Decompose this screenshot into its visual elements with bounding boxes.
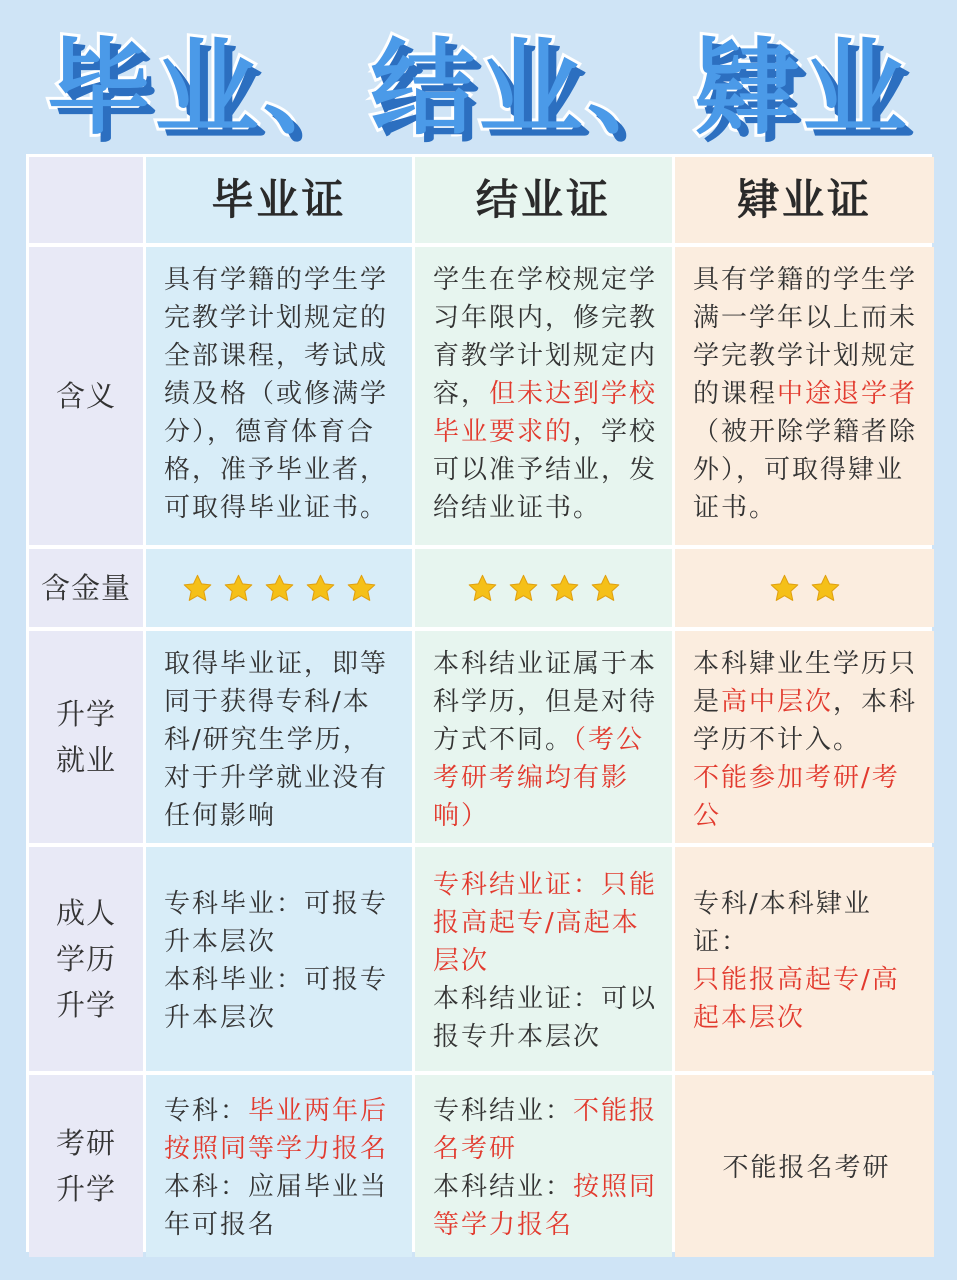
text-segment: 具有学籍的学生学完教学计划规定的全部课程，考试成绩及格（或修满学分），德育体育合格，准予毕业者，可取得毕业证书。 [164,265,389,523]
text-segment: 专科： [164,1096,249,1126]
highlight-text: 不能参加考研/考公 [693,763,900,831]
exam-incompletion [675,1075,934,1257]
header-graduation: 毕业证 [146,157,412,243]
highlight-text: 中途退学者 [777,379,918,409]
star-icon [590,573,621,604]
adult-completion [415,847,672,1071]
text-segment: 具有学籍的学生学满一学年以上而未学完教学计划规定的课程 [693,265,918,409]
text-segment: 本科结业证属于本科学历，但是对待方式不同。 [433,649,658,755]
star-icon [508,573,539,604]
comparison-table [26,154,932,1252]
header-completion: 结业证 [415,157,672,243]
highlight-text: （考公考研考编均有影响） [433,725,645,831]
highlight-text: 只能报高起专/高起本层次 [693,965,900,1033]
text-segment: 不能报名考研 [722,1153,891,1183]
meaning-graduation [146,247,412,545]
stars-incompletion [675,549,934,627]
star-icon [264,573,295,604]
stars-completion [415,549,672,627]
study-completion [415,631,672,843]
star-icon [182,573,213,604]
row-label-study-employment: 升学就业 [29,631,143,843]
highlight-text: 按照同等学力报名 [433,1172,658,1240]
text-segment: 本科毕业：可报专升本层次 [164,965,389,1033]
highlight-text: 但未达到学校毕业要求的 [433,379,658,447]
text-segment: 本科肄业生学历只是 [693,649,918,717]
star-icon [223,573,254,604]
row-label-adult-education: 成人学历升学 [29,847,143,1071]
text-segment: 专科毕业：可报专升本层次 [164,889,389,957]
star-icon [810,573,841,604]
star-icon [549,573,580,604]
star-icon [769,573,800,604]
meaning-incompletion [675,247,934,545]
adult-incompletion [675,847,934,1071]
meaning-completion [415,247,672,545]
text-segment: ，学校可以准予结业，发给结业证书。 [433,417,658,523]
highlight-text: 专科结业证：只能报高起专/高起本层次 [433,870,658,976]
stars-graduation [146,549,412,627]
adult-graduation [146,847,412,1071]
row-label-meaning: 含义 [29,247,143,545]
star-icon [467,573,498,604]
text-segment: 本科结业： [433,1172,574,1202]
row-label-value: 含金量 [29,549,143,627]
star-icon [346,573,377,604]
row-label-graduate-exam: 考研升学 [29,1075,143,1257]
text-segment: （被开除学籍者除外），可取得肄业证书。 [693,417,918,523]
header-incompletion: 肄业证 [675,157,934,243]
highlight-text: 不能报名考研 [433,1096,658,1164]
highlight-text: 毕业两年后按照同等学力报名 [164,1096,389,1164]
star-icon [305,573,336,604]
highlight-text: 高中层次 [721,687,834,717]
exam-completion [415,1075,672,1257]
study-incompletion [675,631,934,843]
text-segment: 取得毕业证，即等同于获得专科/本科/研究生学历，对于升学就业没有任何影响 [164,649,389,831]
text-segment: ，本科学历不计入。 [693,687,918,755]
text-segment: 本科结业证：可以报专升本层次 [433,984,658,1052]
page-title: 毕业、结业、肄业 [46,27,911,149]
corner-cell [29,157,143,243]
text-segment: 学生在学校规定学习年限内，修完教育教学计划规定内容， [433,265,658,409]
text-segment: 本科：应届毕业当年可报名 [164,1172,389,1240]
study-graduation [146,631,412,843]
text-segment: 专科结业： [433,1096,574,1126]
text-segment: 专科/本科肄业证： [693,889,872,957]
exam-graduation [146,1075,412,1257]
